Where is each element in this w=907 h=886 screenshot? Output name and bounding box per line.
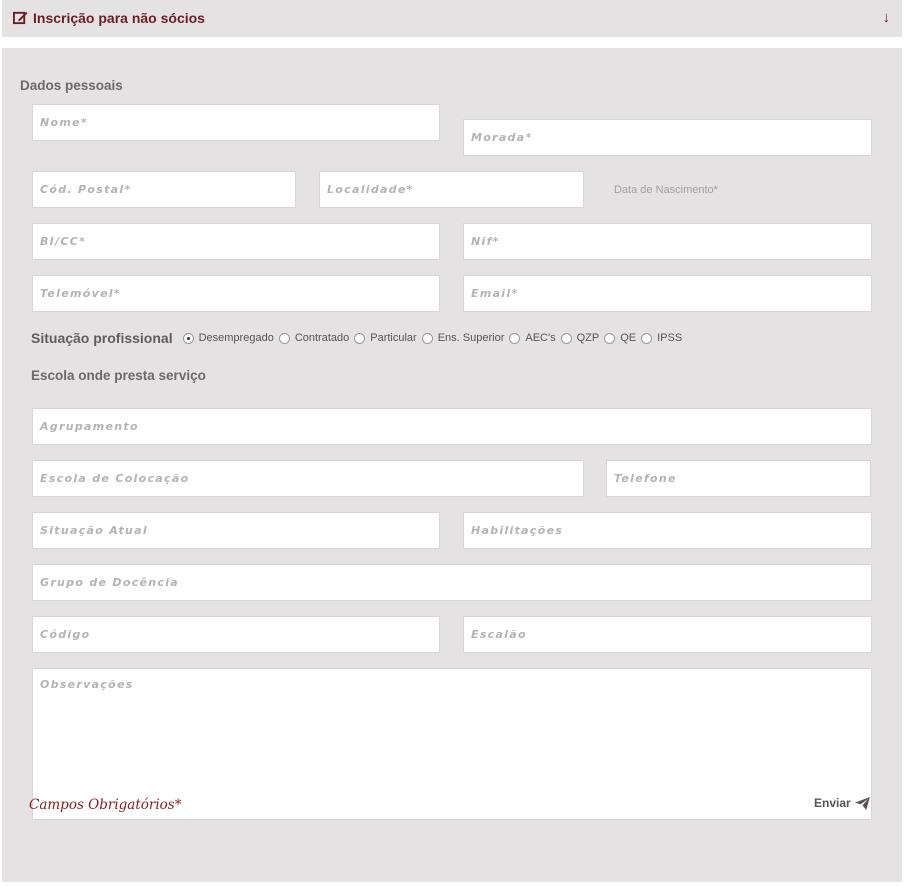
- cod-postal-input[interactable]: Cód. Postal*: [32, 171, 296, 208]
- radio-icon[interactable]: [561, 333, 572, 344]
- radio-particular[interactable]: Particular: [354, 332, 416, 344]
- radio-icon[interactable]: [354, 333, 365, 344]
- professional-situation-group: [31, 327, 687, 349]
- edit-icon: [13, 10, 28, 25]
- school-heading: Escola onde presta serviço: [31, 368, 206, 383]
- section-title: Inscrição para não sócios: [33, 10, 205, 26]
- send-label: Enviar: [814, 796, 851, 810]
- radio-icon[interactable]: [279, 333, 290, 344]
- required-fields-note: Campos Obrigatórios*: [29, 797, 182, 813]
- section-header[interactable]: [2, 0, 902, 37]
- nif-input[interactable]: Nif*: [463, 223, 872, 260]
- localidade-input[interactable]: Localidade*: [319, 171, 584, 208]
- radio-selected-icon[interactable]: [183, 333, 194, 344]
- radio-icon[interactable]: [641, 333, 652, 344]
- paper-plane-icon: [855, 797, 870, 810]
- codigo-input[interactable]: Código: [32, 616, 440, 653]
- bicc-input[interactable]: BI/CC*: [32, 223, 440, 260]
- radio-icon[interactable]: [422, 333, 433, 344]
- radio-icon[interactable]: [509, 333, 520, 344]
- radio-aecs[interactable]: AEC's: [509, 332, 555, 344]
- personal-data-heading: Dados pessoais: [20, 78, 123, 93]
- observacoes-textarea[interactable]: Observações: [32, 668, 872, 820]
- form-panel: [2, 48, 902, 882]
- radio-icon[interactable]: [604, 333, 615, 344]
- send-button[interactable]: [814, 796, 870, 810]
- morada-input[interactable]: Morada*: [463, 119, 872, 156]
- radio-qe[interactable]: QE: [604, 332, 636, 344]
- telefone-input[interactable]: Telefone: [606, 460, 871, 497]
- escalao-input[interactable]: Escalão: [463, 616, 872, 653]
- arrow-down-icon[interactable]: ↓: [882, 9, 890, 26]
- professional-situation-label: Situação profissional: [31, 330, 173, 346]
- birthdate-field[interactable]: Data de Nascimento*: [614, 184, 718, 196]
- radio-desempregado[interactable]: Desempregado: [183, 332, 274, 344]
- habilitacoes-input[interactable]: Habilitações: [463, 512, 872, 549]
- radio-ens-superior[interactable]: Ens. Superior: [422, 332, 505, 344]
- grupo-docencia-input[interactable]: Grupo de Docência: [32, 564, 872, 601]
- nome-input[interactable]: Nome*: [32, 104, 440, 141]
- radio-ipss[interactable]: IPSS: [641, 332, 682, 344]
- situacao-atual-input[interactable]: Situação Atual: [32, 512, 440, 549]
- agrupamento-input[interactable]: Agrupamento: [32, 408, 872, 445]
- radio-qzp[interactable]: QZP: [561, 332, 600, 344]
- radio-contratado[interactable]: Contratado: [279, 332, 349, 344]
- escola-colocacao-input[interactable]: Escola de Colocação: [32, 460, 584, 497]
- email-input[interactable]: Email*: [463, 275, 872, 312]
- telemovel-input[interactable]: Telemóvel*: [32, 275, 440, 312]
